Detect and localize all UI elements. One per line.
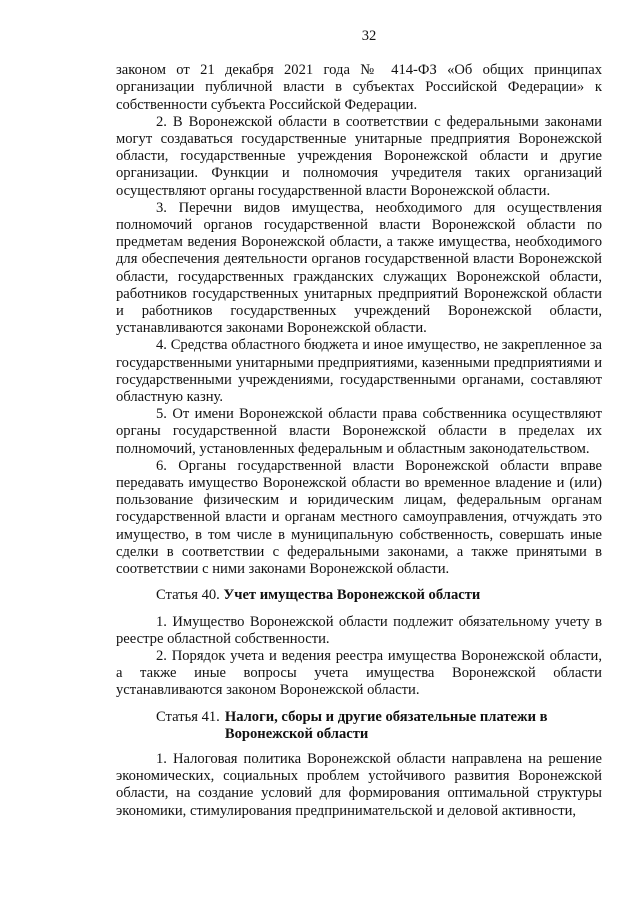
- paragraph-2: 2. В Воронежской области в соответствии с федеральными законами могут создаваться государственные унитарные предприятия Воронежской области, государственные учреждения Воронежской области и другие организации. Функции и полномочия учредителя таких организаций осуществляют органы государственной власти Воронежской области.: [116, 113, 602, 199]
- paragraph-6: 6. Органы государственной власти Воронежской области вправе передавать имущество Воронежской области во временное владение и (или) пользование физическим и юридическим лицам, федеральным органам государственной власти и органам местного самоуправления, отчуждать это имущество, в том числе в муниципальную собственность, совершать иные сделки в соответствии с федеральными законами, а также принятыми в соответствии с ними законами Воронежской области.: [116, 457, 602, 578]
- article-40-paragraph-2: 2. Порядок учета и ведения реестра имущества Воронежской области, а также иные вопросы учета имущества Воронежской области устанавливаются законом Воронежской области.: [116, 647, 602, 699]
- article-41-title: Налоги, сборы и другие обязательные платежи в Воронежской области: [224, 708, 548, 742]
- article-40-title: Учет имущества Воронежской области: [223, 587, 481, 604]
- article-40-paragraph-1: 1. Имущество Воронежской области подлежит обязательному учету в реестре областной собственности.: [116, 613, 602, 647]
- page-number: 32: [361, 28, 377, 44]
- article-41-heading: [116, 709, 602, 743]
- paragraph-3: 3. Перечни видов имущества, необходимого для осуществления полномочий органов государственной власти Воронежской области по предметам ведения Воронежской области, а также имущества, необходимого для обеспечения деятельности органов государственной власти Воронежской области, государственных гражданских служащих Воронежской области, работников государственных унитарных предприятий Воронежской области и работников государственных учреждений Воронежской области, устанавливаются законами Воронежской области.: [116, 199, 602, 337]
- article-41-prefix: Статья 41.: [156, 708, 220, 725]
- paragraph-4: 4. Средства областного бюджета и иное имущество, не закрепленное за государственными унитарными предприятиями, казенными предприятиями и государственными учреждениями, государственными органами, составляют областную казну.: [116, 337, 602, 406]
- article-40-heading: [116, 587, 602, 604]
- paragraph-5: 5. От имени Воронежской области права собственника осуществляют органы государственной власти Воронежской области в пределах их полномочий, установленных федеральным и областным законодательством.: [116, 406, 602, 457]
- article-40-prefix: Статья 40.: [156, 587, 220, 604]
- article-41-paragraph-1: 1. Налоговая политика Воронежской области направлена на решение экономических, социальных проблем устойчивого развития Воронежской области, на создание условий для формирования оптимальной структуры экономики, стимулирования предпринимательской и деловой активности,: [116, 750, 602, 819]
- paragraph-continuation: законом от 21 декабря 2021 года № 414-ФЗ «Об общих принципах организации публичной власти в субъектах Российской Федерации» к собственности субъекта Российской Федерации.: [116, 62, 602, 113]
